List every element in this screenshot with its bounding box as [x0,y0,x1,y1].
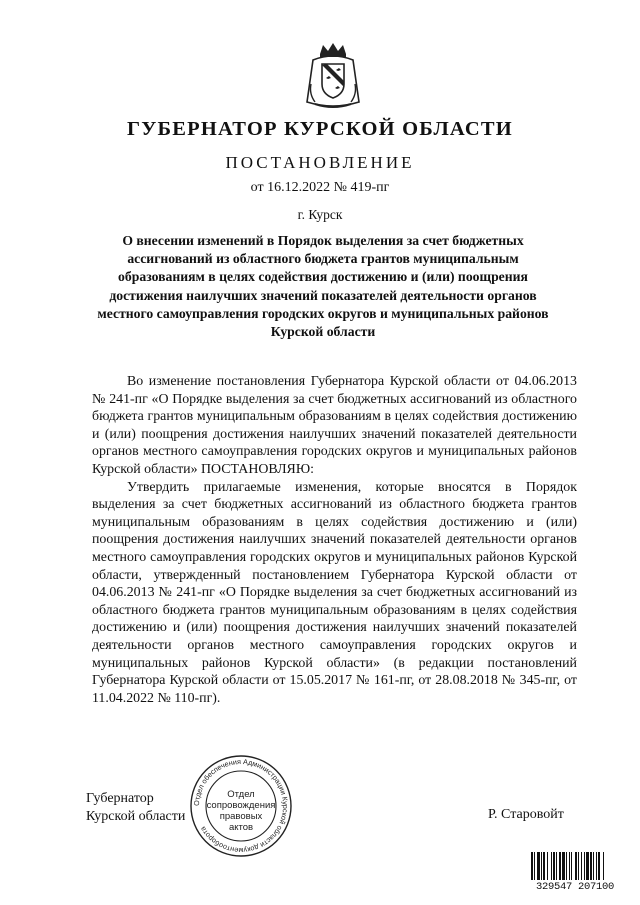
barcode-bar [593,852,594,880]
signatory-position-line: Курской области [86,809,186,824]
document-type: ПОСТАНОВЛЕНИЕ [225,153,415,172]
signatory-position-line: Губернатор [86,791,154,806]
barcode-bar [578,852,579,880]
barcode-bar [590,852,592,880]
body-paragraph: Во изменение постановления Губернатора Курской области от 04.06.2013 № 241-пг «О Порядке выделения за счет бюджетных ассигнований из областного бюджета грантов муниципальным образованиям в целях содействия достижению и (или) поощрения достижения наилучших значений показателей деятельности органов местного самоуправления городских округов и муниципальных районов Курской области» ПОСТАНОВЛЯЮ: [92,374,577,477]
barcode-bar [586,852,589,880]
barcode-bar [559,852,561,880]
stamp-line: сопровождения [206,800,276,811]
document-body [92,373,577,707]
document-subject: О внесении изменений в Порядок выделения за счет бюджетных ассигнований из областного бюджета грантов муниципальным образованиям в целях содействия достижению и (или) поощрения достижения наилучших значений показателей деятельности органов местного самоуправления городских округов и муниципальных районов Курской области [97,233,549,340]
barcode-bar [596,852,597,880]
barcode-bar [575,852,577,880]
barcode-bar [571,852,572,880]
barcode-bar [531,852,533,880]
body-paragraph: Утвердить прилагаемые изменения, которые вносятся в Порядок выделения за счет бюджетных ассигнований из областного бюджета грантов муниципальным образованиям в целях содействия достижению и (или) поощрения достижения наилучших значений показателей деятельности органов местного самоуправления городских округов и муниципальных районов Курской области, утвержденный постановлением Губернатора Курской области от 04.06.2013 № 241-пг «О Порядке выделения за счет бюджетных ассигнований из областного бюджета грантов муниципальным образованиям в целях содействия достижению и (или) поощрения достижения наилучших значений показателей деятельности органов местного самоуправления городских округов и муниципальных районов Курской области» (в редакции постановлений Губернатора Курской области от 15.05.2017 № 161-пг, от 28.08.2018 № 345-пг, от 11.04.2022 № 110-пг). [92,479,577,706]
signatory-position [86,790,185,826]
barcode-bar [534,852,535,880]
stamp-line: Отдел [227,789,255,800]
barcode-bar [603,852,604,880]
stamp-center-text [189,789,293,833]
barcode-bar [598,852,600,880]
stamp-ring-text-path: Отдел обеспечения Администрации Курской области документооборота [191,756,291,856]
barcode-bar [547,852,548,880]
barcode-bar [537,852,540,880]
barcode-bar [562,852,565,880]
document-date-number: от 16.12.2022 № 419-пг [250,180,390,195]
barcode-bar [553,852,555,880]
barcode-bar [569,852,570,880]
signatory-name: Р. Старовойт [488,807,564,822]
barcode-icon [531,852,619,880]
barcode-number: 329547 207100 [535,881,614,893]
barcode-bar [566,852,567,880]
governor-title: ГУБЕРНАТОР КУРСКОЙ ОБЛАСТИ [127,118,513,140]
barcode-bar [584,852,585,880]
barcode-bar [556,852,557,880]
barcode-bar [581,852,582,880]
stamp-line: актов [228,822,254,833]
barcode-bar [543,852,545,880]
barcode-bar [541,852,542,880]
stamp-line: правовых [219,811,263,822]
coat-of-arms-icon [303,40,363,112]
barcode-bar [551,852,552,880]
document-city: г. Курск [297,207,343,222]
